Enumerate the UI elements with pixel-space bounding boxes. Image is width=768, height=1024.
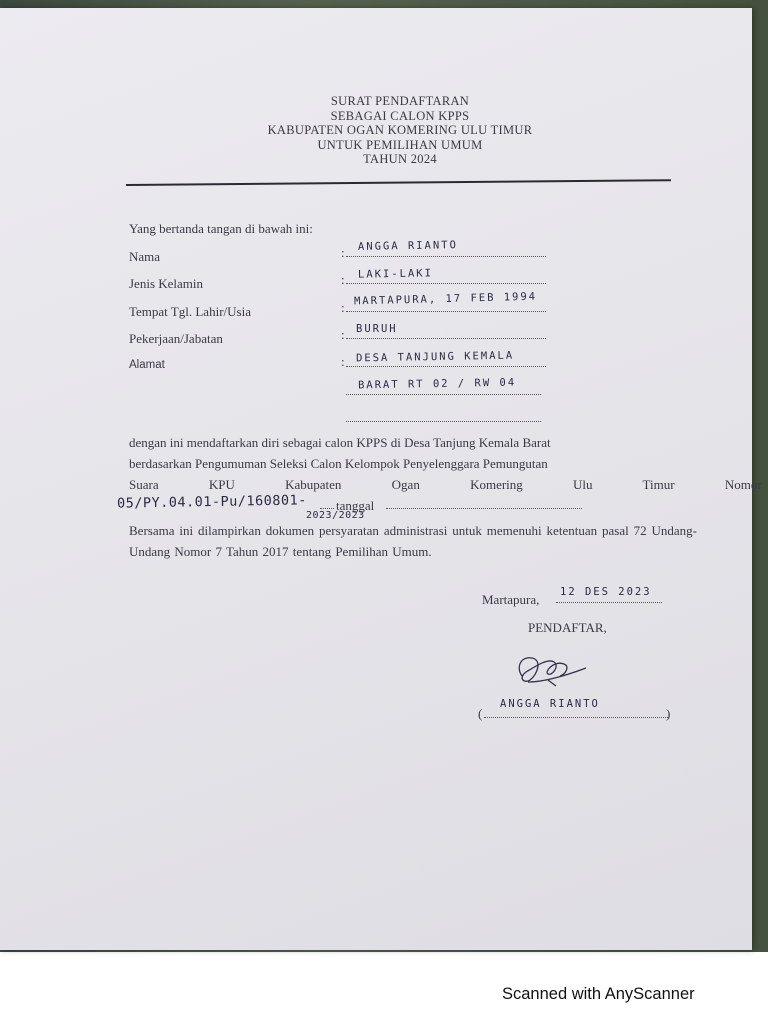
- para1-line-2: berdasarkan Pengumuman Seleksi Calon Kelompok Penyelenggara Pemungutan: [129, 456, 548, 471]
- signoff-name: ANGGA RIANTO: [500, 698, 600, 710]
- para1-line-3: Suara KPU Kabupaten Ogan Komering Ulu Timur Nomor: [129, 477, 762, 492]
- heading-line-3: KABUPATEN OGAN KOMERING ULU TIMUR: [267, 123, 533, 137]
- signoff-role: PENDAFTAR,: [528, 620, 607, 635]
- nomor-handwritten: 05/PY.04.01-Pu/160801-: [116, 492, 307, 512]
- label-ttl: Tempat Tgl. Lahir/Usia: [129, 304, 251, 319]
- colon-jenis-kelamin: :: [341, 272, 345, 287]
- scanner-watermark: Scanned with AnyScanner: [502, 985, 695, 1003]
- nomor-handwritten-sub: 2023/2023: [306, 510, 365, 521]
- heading-divider: [126, 179, 671, 186]
- value-pekerjaan: BURUH: [356, 323, 398, 335]
- label-nama: Nama: [129, 249, 161, 264]
- signoff-close-paren: ): [666, 706, 671, 721]
- heading-line-4: UNTUK PEMILIHAN UMUM: [317, 137, 483, 152]
- para1-line-1: dengan ini mendaftarkan diri sebagai calon KPPS di Desa Tanjung Kemala Barat: [129, 435, 551, 450]
- colon-ttl: :: [341, 300, 345, 315]
- label-pekerjaan: Pekerjaan/Jabatan: [129, 331, 223, 346]
- field-alamat-3: [346, 405, 541, 422]
- heading-line-1: SURAT PENDAFTARAN: [330, 94, 470, 108]
- value-alamat-line-2: BARAT RT 02 / RW 04: [357, 376, 517, 392]
- value-jenis-kelamin: LAKI-LAKI: [357, 267, 434, 281]
- tanggal-label: tanggal: [336, 498, 375, 513]
- intro-text: Yang bertanda tangan di bawah ini:: [129, 221, 313, 236]
- document-heading: [200, 94, 600, 167]
- colon-alamat: :: [341, 354, 345, 369]
- signoff-open-paren: (: [478, 706, 483, 721]
- signoff-date: 12 DES 2023: [560, 586, 652, 598]
- document-page: [0, 8, 762, 950]
- field-tanggal: [386, 492, 582, 509]
- heading-line-2: SEBAGAI CALON KPPS: [330, 108, 470, 123]
- value-nama: ANGGA RIANTO: [357, 239, 458, 253]
- colon-nama: :: [341, 245, 345, 260]
- heading-line-5: TAHUN 2024: [363, 152, 437, 166]
- value-ttl: MARTAPURA, 17 FEB 1994: [353, 290, 538, 308]
- value-alamat-line-1: DESA TANJUNG KEMALA: [355, 349, 515, 365]
- paragraph-2: Bersama ini dilampirkan dokumen persyaratan administrasi untuk memenuhi ketentuan pasal 72 Undang-Undang Nomor 7 Tahun 2017 tentang Pemilihan Umum.: [129, 523, 697, 559]
- colon-pekerjaan: :: [341, 327, 345, 342]
- signoff-place: Martapura,: [482, 592, 540, 607]
- signature: [508, 646, 598, 696]
- field-nomor-tail: [320, 492, 334, 509]
- label-jenis-kelamin: Jenis Kelamin: [129, 276, 204, 291]
- label-alamat: Alamat: [129, 359, 165, 371]
